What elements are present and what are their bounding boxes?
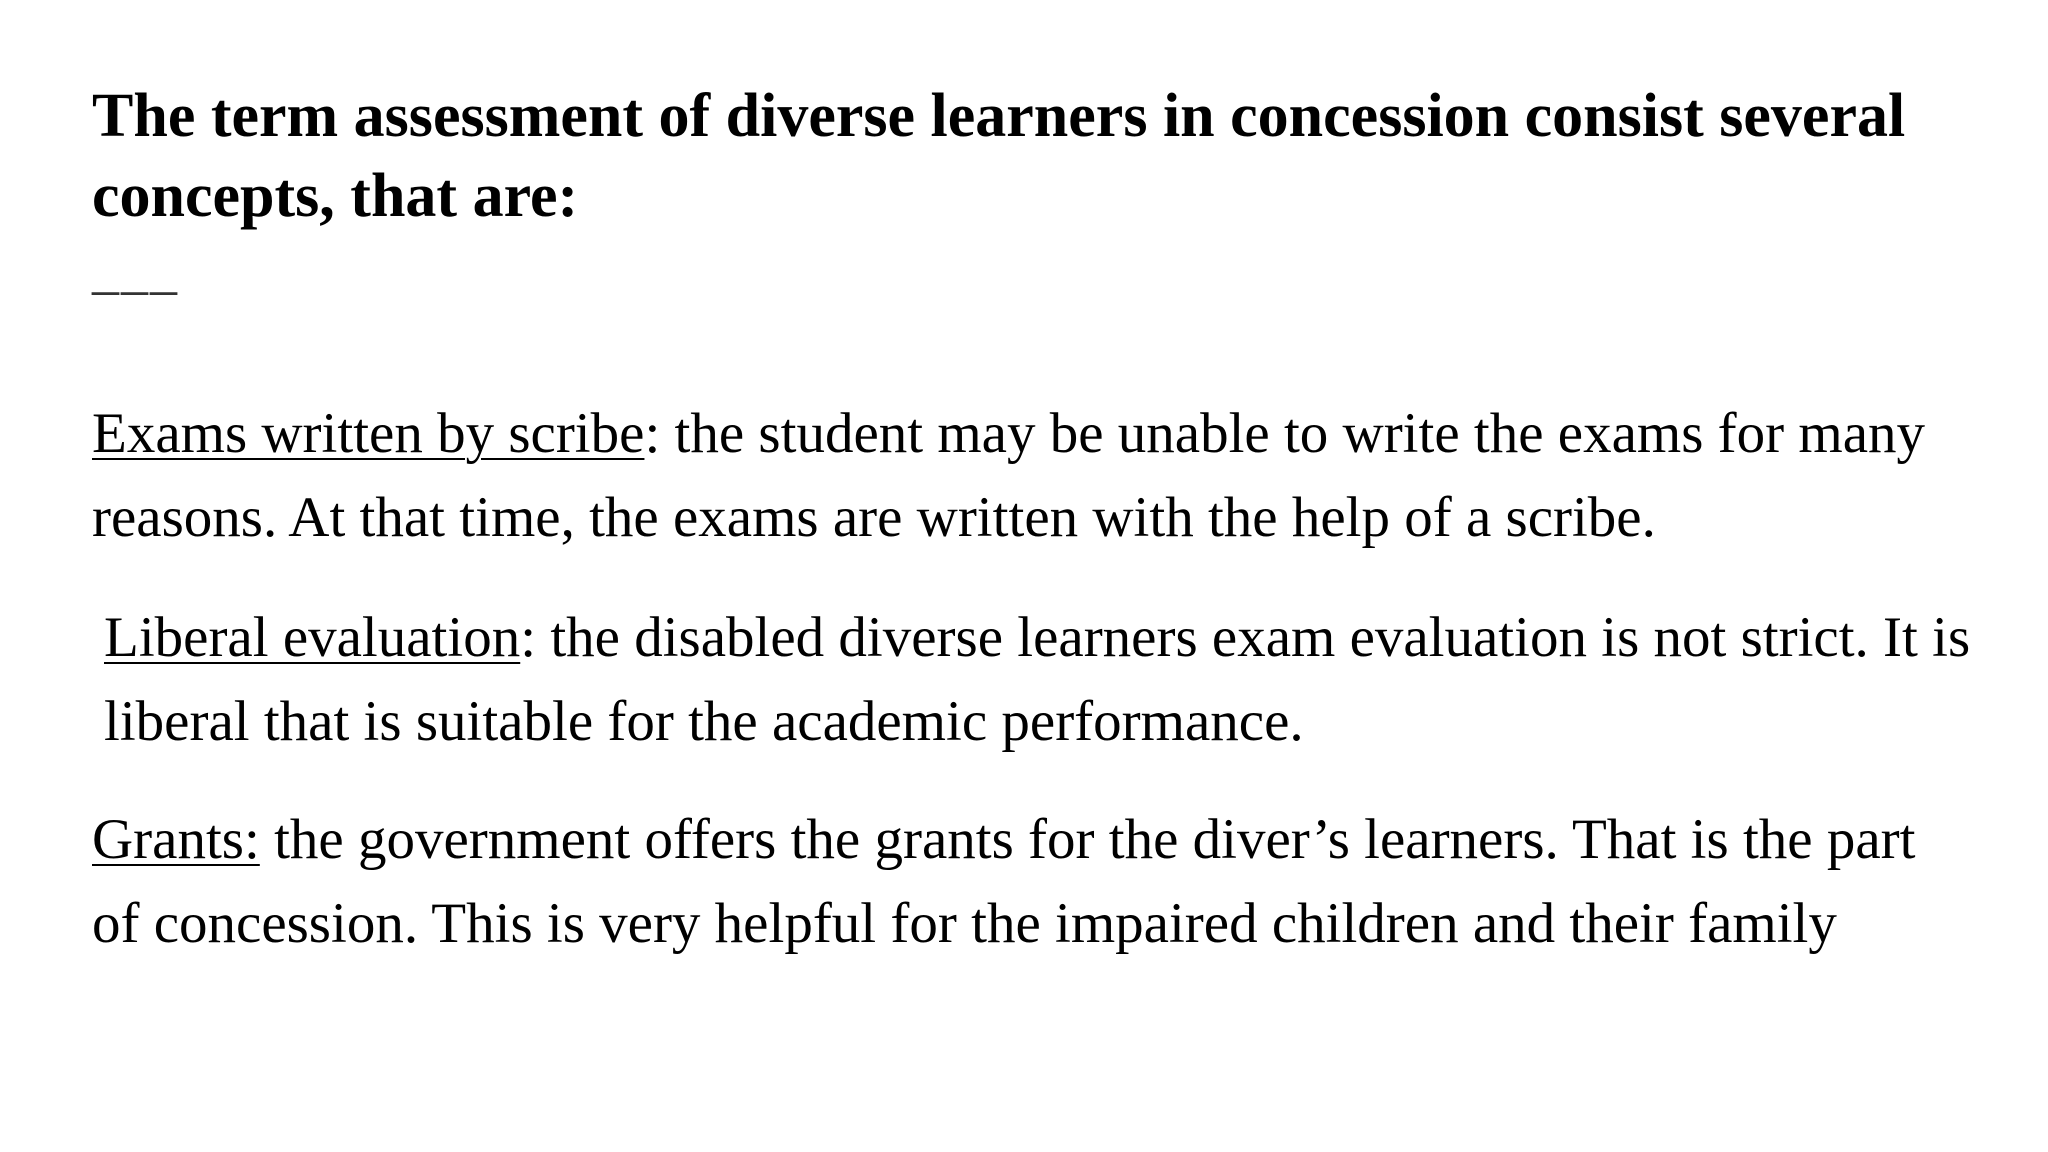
divider-line: ___	[92, 240, 179, 300]
description-grants: the government offers the grants for the diver’s learners. That is the part of concession. This is very helpful for the impaired children and their family	[92, 808, 1916, 955]
list-item-grants	[92, 798, 1972, 966]
description-liberal-evaluation: : the disabled diverse learners exam evaluation is not strict. It is liberal that is suitable for the academic performance.	[104, 606, 1971, 753]
list-item-scribe	[92, 392, 1972, 560]
term-liberal-evaluation: Liberal evaluation	[104, 606, 521, 669]
list-item-liberal-evaluation	[92, 596, 1984, 764]
term-grants: Grants:	[92, 808, 260, 871]
term-scribe: Exams written by scribe	[92, 402, 645, 465]
description-scribe: : the student may be unable to write the exams for many reasons. At that time, the exams are written with the help of a scribe.	[92, 402, 1926, 549]
slide-title: The term assessment of diverse learners in concession consist several concepts, that are:	[92, 82, 1906, 230]
